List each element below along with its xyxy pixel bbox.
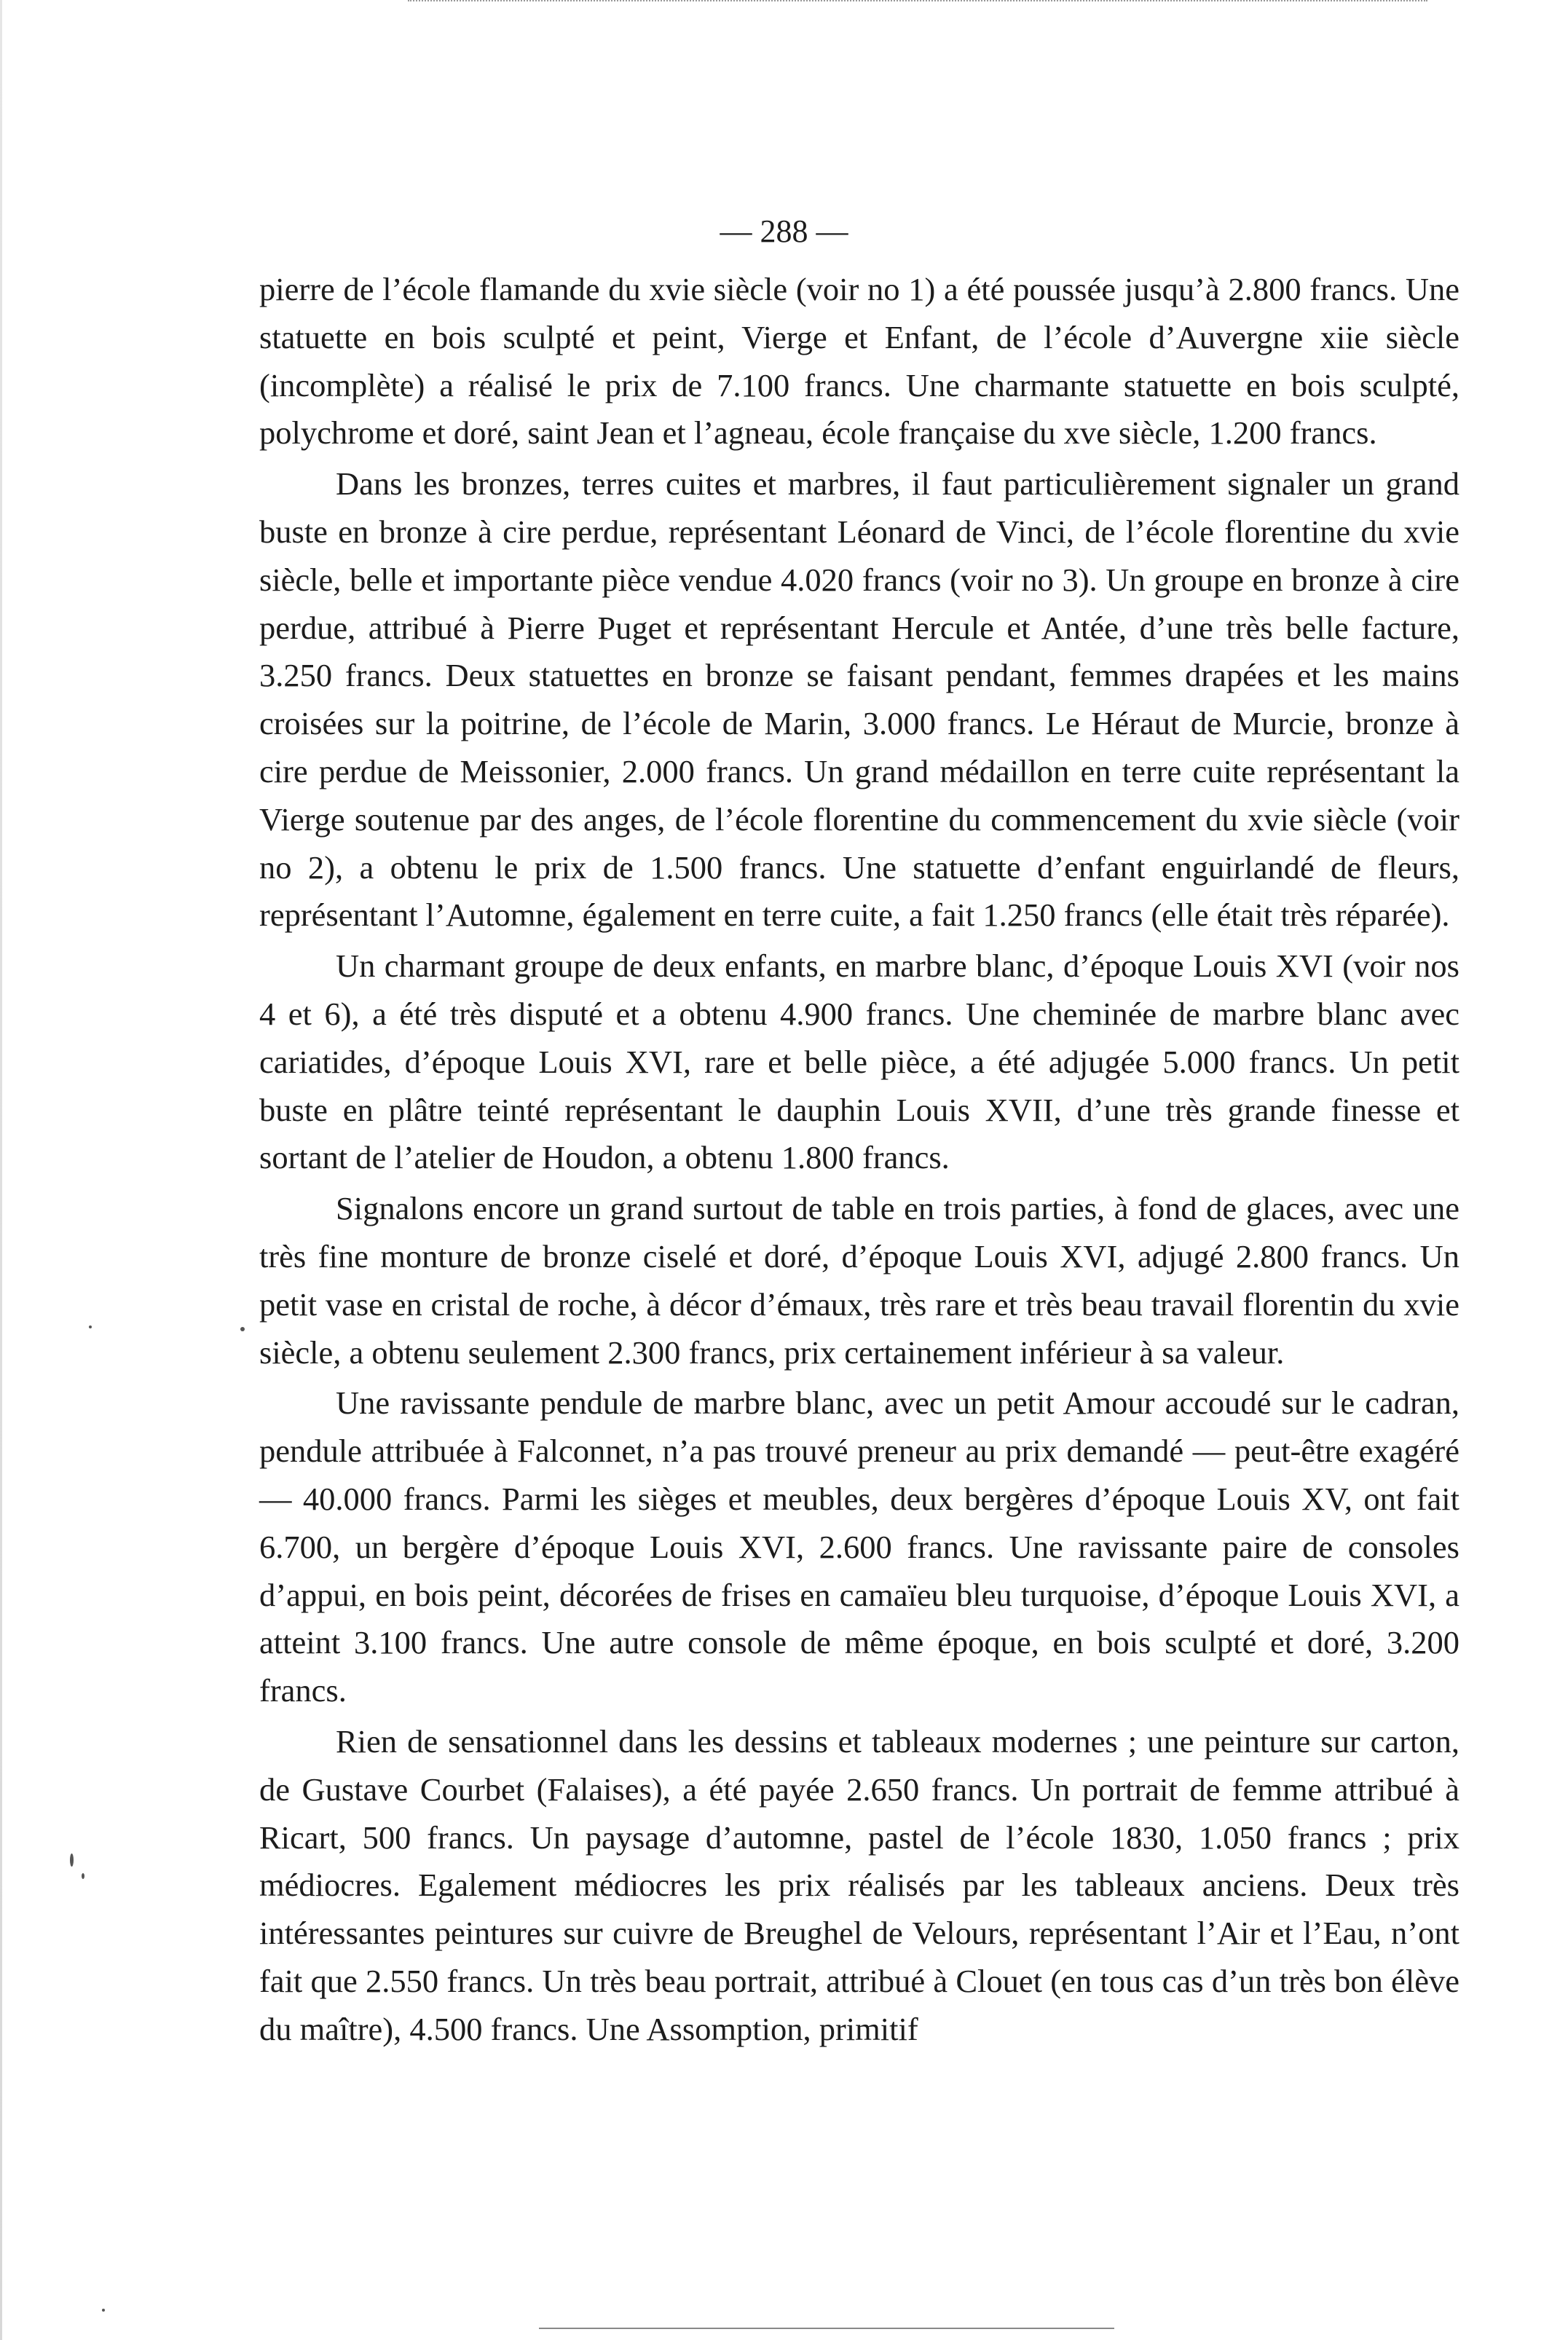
paragraph-1: pierre de l’école flamande du xvie siècle (voir no 1) a été poussée jusqu’à 2.800 francs. Une statuette en bois sculpté et peint, Vierge et Enfant, de l’école d’Auvergne xiie siècle (incomplète) a réalisé le prix de 7.100 francs. Une charmante statuette en bois sculpté, polychrome et doré, saint Jean et l’agneau, école française du xve siècle, 1.200 francs. xyxy=(259,271,1459,452)
scan-speck xyxy=(89,1325,92,1328)
paragraph-3: Un charmant groupe de deux enfants, en marbre blanc, d’époque Louis XVI (voir nos 4 et 6), a été très disputé et a obtenu 4.900 francs. Une cheminée de marbre blanc avec cariatides, d’époque Louis XVI, rare et belle pièce, a été adjugée 5.000 francs. Un petit buste en plâtre teinté représentant le dauphin Louis XVII, d’une très grande finesse et sortant de l’atelier de Houdon, a obtenu 1.800 francs. xyxy=(259,948,1459,1176)
scan-speck xyxy=(70,1854,74,1867)
scan-left-edge xyxy=(0,0,2,2340)
paragraph-6: Rien de sensationnel dans les dessins et tableaux modernes ; une peinture sur carton, de Gustave Courbet (Falaises), a été payée 2.650 francs. Un portrait de femme attribué à Ricart, 500 francs. Un paysage d’automne, pastel de l’école 1830, 1.050 francs ; prix médiocres. Egalement médiocres les prix réalisés par les tableaux anciens. Deux très intéressantes peintures sur cuivre de Breughel de Velours, représentant l’Air et l’Eau, n’ont fait que 2.550 francs. Un très beau portrait, attribué à Clouet (en tous cas d’un très bon élève du maître), 4.500 francs. Une Assomption, primitif xyxy=(259,1722,1459,2047)
paragraph-4: Signalons encore un grand surtout de table en trois parties, à fond de glaces, avec une très fine monture de bronze ciselé et doré, d’époque Louis XVI, adjugé 2.800 francs. Un petit vase en cristal de roche, à décor d’émaux, très rare et très beau travail florentin du xvie siècle, a obtenu seulement 2.300 francs, prix certainement inférieur à sa valeur. xyxy=(259,1190,1459,1371)
paragraph-2: Dans les bronzes, terres cuites et marbres, il faut particulièrement signaler un grand buste en bronze à cire perdue, représentant Léonard de Vinci, de l’école florentine du xvie siècle, belle et importante pièce vendue 4.020 francs (voir no 3). Un groupe en bronze à cire perdue, attribué à Pierre Puget et représentant Hercule et Antée, d’une très belle facture, 3.250 francs. Deux statuettes en bronze se faisant pendant, femmes drapées et les mains croisées sur la poitrine, de l’école de Marin, 3.000 francs. Le Héraut de Murcie, bronze à cire perdue de Meissonier, 2.000 francs. Un grand médaillon en terre cuite représentant la Vierge soutenue par des anges, de l’école florentine du commencement du xvie siècle (voir no 2), a obtenu le prix de 1.500 francs. Une statuette d’enfant enguirlandé de fleurs, représentant l’Automne, également en terre cuite, a fait 1.250 francs (elle était très réparée). xyxy=(259,465,1459,934)
scan-speck xyxy=(102,2309,105,2312)
footer-rule xyxy=(539,2328,1114,2329)
scan-speck xyxy=(240,1327,245,1331)
page-number: — 288 — xyxy=(720,213,848,249)
paragraph-5: Une ravissante pendule de marbre blanc, avec un petit Amour accoudé sur le cadran, pendule attribuée à Falconnet, n’a pas trouvé preneur au prix demandé — peut-être exagéré — 40.000 francs. Parmi les sièges et meubles, deux bergères d’époque Louis XV, ont fait 6.700, un bergère d’époque Louis XVI, 2.600 francs. Une ravissante paire de consoles d’appui, en bois peint, décorées de frises en camaïeu bleu turquoise, d’époque Louis XVI, a atteint 3.100 francs. Une autre console de même époque, en bois sculpté et doré, 3.200 francs. xyxy=(259,1384,1459,1709)
scan-top-marks xyxy=(408,0,1427,6)
scan-speck xyxy=(82,1873,84,1879)
document-body xyxy=(259,266,1459,2053)
